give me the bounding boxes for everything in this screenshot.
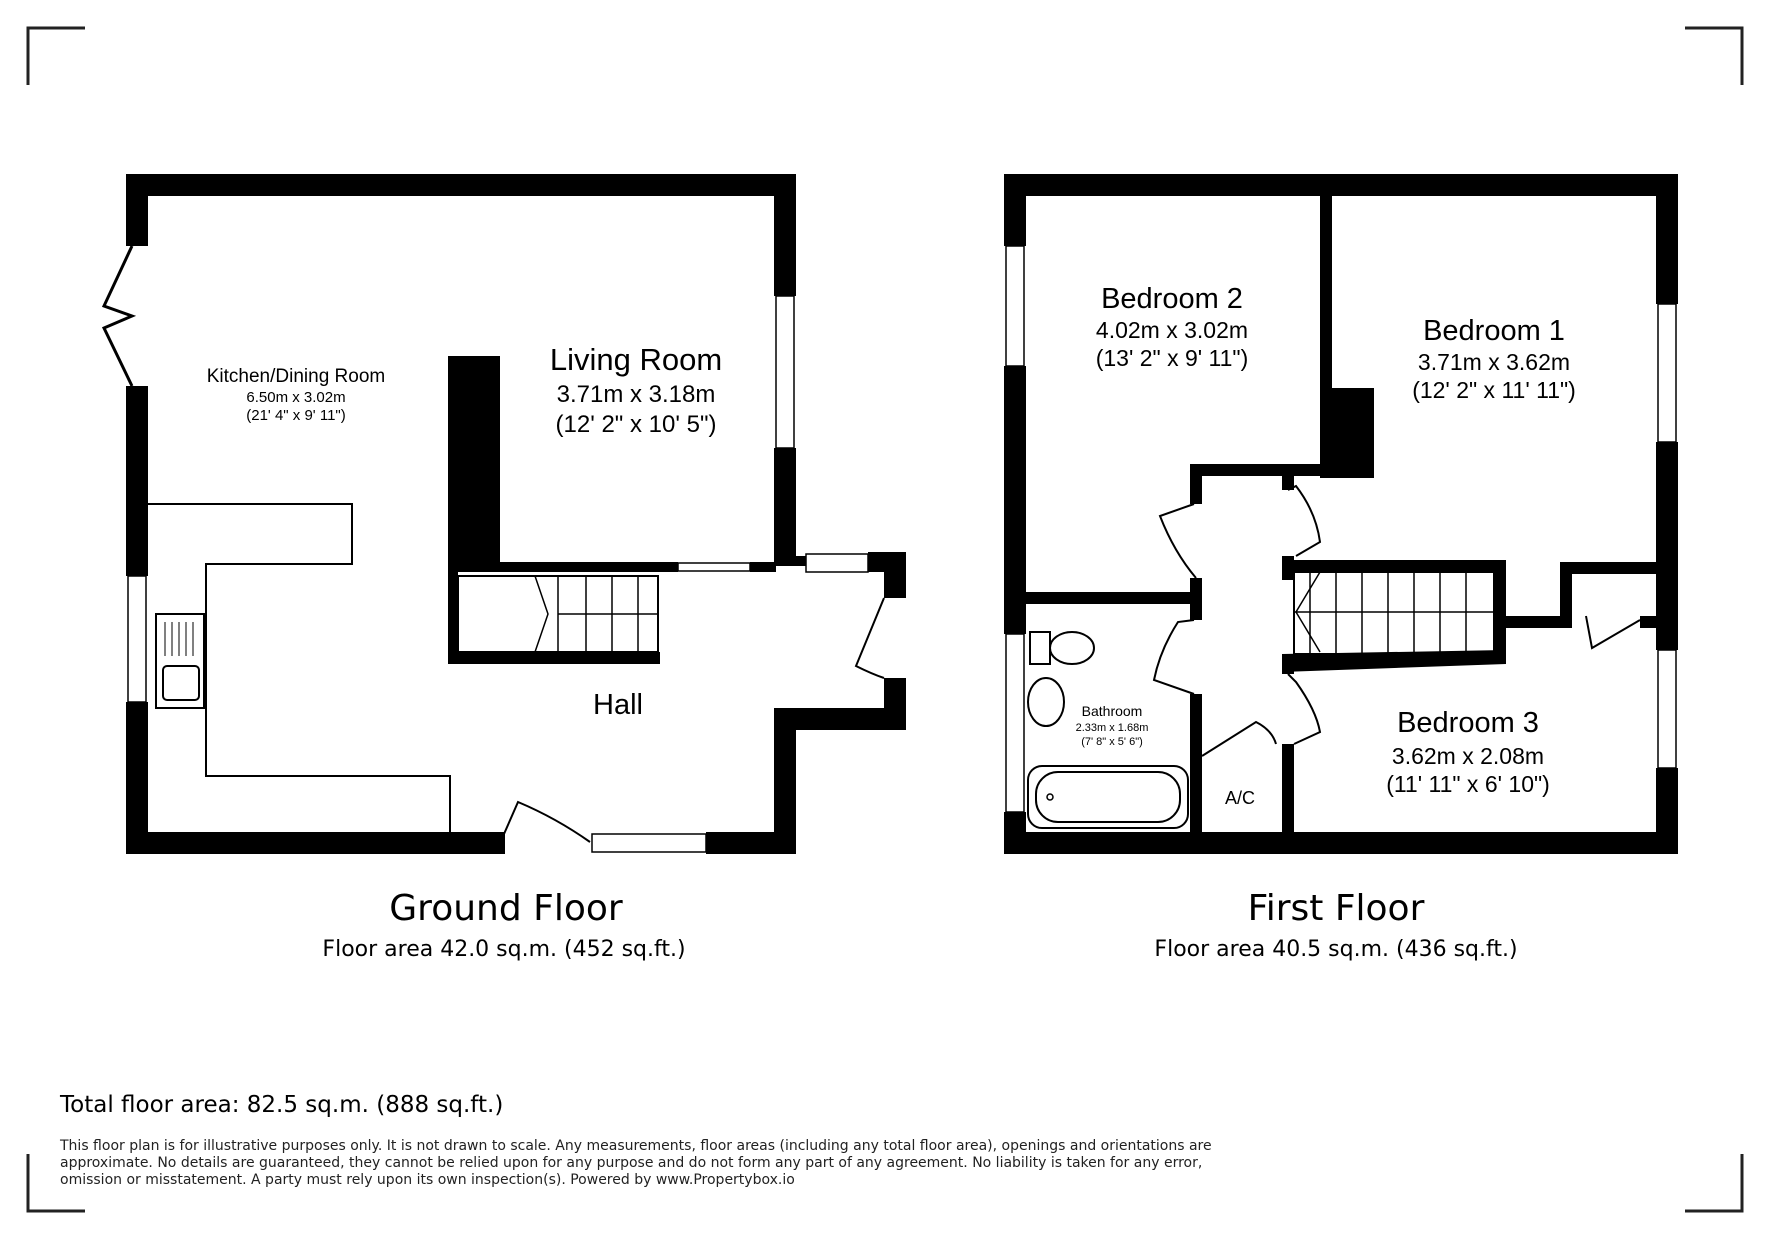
bedroom3-metric: 3.62m x 2.08m xyxy=(1391,743,1545,769)
ff-bath-drain xyxy=(1047,794,1053,800)
ff-wc-pan xyxy=(1050,632,1094,664)
ff-cupboard-link xyxy=(1500,616,1570,628)
bedroom3-name: Bedroom 3 xyxy=(1397,707,1539,739)
living-name: Living Room xyxy=(549,342,723,377)
gf-wall-bottom-left xyxy=(126,832,504,854)
disclaimer-line-3: omission or misstatement. A party must rely upon its own inspection(s). Powered by www.Propertybox.io xyxy=(60,1172,795,1188)
ff-ac-right xyxy=(1282,744,1294,854)
gf-wall-right-upper xyxy=(774,174,796,296)
gf-porch-right-upper xyxy=(884,552,906,598)
ff-ac-left xyxy=(1190,754,1202,854)
gf-window-porch xyxy=(806,554,868,572)
ff-stair-treads xyxy=(1294,572,1494,654)
gf-porch-top xyxy=(774,556,806,566)
ff-wc-cistern xyxy=(1030,632,1050,664)
bedroom2-metric: 4.02m x 3.02m xyxy=(1095,317,1249,343)
kitchen-metric: 6.50m x 3.02m xyxy=(246,389,346,406)
gf-wall-left-mid xyxy=(126,386,148,576)
gf-window-living-right xyxy=(776,296,794,448)
living-imperial: (12' 2" x 10' 5") xyxy=(555,411,717,438)
ff-cupboard-top xyxy=(1560,562,1656,574)
gf-chimney-breast xyxy=(448,356,500,566)
bathroom-name: Bathroom xyxy=(1081,703,1143,719)
gf-drainer-lines xyxy=(165,622,193,656)
ff-wall-right-upper xyxy=(1656,174,1678,304)
ff-wall-right-mid xyxy=(1656,442,1678,650)
corner-marks xyxy=(28,28,1742,1211)
first-floor-title: First Floor xyxy=(1247,888,1425,929)
ff-wall-left-upper xyxy=(1004,174,1026,246)
gf-living-divider-right xyxy=(750,562,776,572)
ff-stair-left-bottom xyxy=(1282,654,1294,674)
living-metric: 3.71m x 3.18m xyxy=(556,381,716,408)
kitchen-name: Kitchen/Dining Room xyxy=(206,366,386,387)
ff-window-bed2 xyxy=(1006,246,1024,366)
ff-landing-left-top xyxy=(1190,464,1202,504)
gf-wall-left-lower xyxy=(126,702,148,854)
gf-stair-base xyxy=(456,652,660,664)
kitchen-imperial: (21' 4" x 9' 11") xyxy=(246,407,346,424)
ff-bath-top xyxy=(1026,592,1202,604)
bedroom2-imperial: (13' 2" x 9' 11") xyxy=(1095,345,1249,371)
first-floor-area: Floor area 40.5 sq.m. (436 sq.ft.) xyxy=(1154,937,1518,962)
gf-front-door xyxy=(504,802,590,854)
footer xyxy=(59,1092,1212,1188)
ff-landing-left-lower xyxy=(1190,694,1202,756)
ff-door-cupboard xyxy=(1586,616,1640,648)
gf-window-kitchen-left xyxy=(128,576,146,702)
gf-wall-right-mid xyxy=(774,448,796,564)
ff-stair-enclosure xyxy=(1294,572,1494,654)
gf-patio-door xyxy=(104,246,132,386)
disclaimer-line-1: This floor plan is for illustrative purposes only. It is not drawn to scale. Any measurements, floor areas (including any total floor area), openings and orientations are xyxy=(60,1138,1212,1154)
ff-bath-tub xyxy=(1028,766,1188,828)
ff-window-bed1 xyxy=(1658,304,1676,442)
ac-name: A/C xyxy=(1224,788,1256,808)
bedroom2-name: Bedroom 2 xyxy=(1101,283,1243,315)
hall-name: Hall xyxy=(593,689,643,721)
ground-floor-area: Floor area 42.0 sq.m. (452 sq.ft.) xyxy=(322,937,686,962)
gf-stair-wall xyxy=(448,562,458,664)
ff-wall-left-mid xyxy=(1004,366,1026,634)
ff-cupboard-right xyxy=(1640,616,1656,628)
bedroom1-metric: 3.71m x 3.62m xyxy=(1417,349,1571,375)
ff-basin xyxy=(1028,678,1064,726)
ff-stair-top xyxy=(1282,560,1506,572)
gf-porch-bottom xyxy=(774,708,906,730)
ground-floor-plan xyxy=(104,174,906,854)
ff-window-bed3 xyxy=(1658,650,1676,768)
ff-wall-right-lower xyxy=(1656,768,1678,854)
bedroom1-name: Bedroom 1 xyxy=(1423,315,1565,347)
ff-door-bed3 xyxy=(1288,674,1320,744)
total-floor-area: Total floor area: 82.5 sq.m. (888 sq.ft.) xyxy=(60,1092,504,1118)
bathroom-imperial: (7' 8" x 5' 6") xyxy=(1081,736,1143,748)
ff-stair-right xyxy=(1494,560,1506,662)
ff-door-bed2 xyxy=(1160,504,1196,578)
bedroom1-imperial: (12' 2" x 11' 11") xyxy=(1412,377,1576,403)
ff-window-bath xyxy=(1006,634,1024,812)
gf-wall-top xyxy=(126,174,796,196)
first-floor-plan xyxy=(1004,174,1678,854)
ff-wall-bottom xyxy=(1004,832,1678,854)
disclaimer-line-2: approximate. No details are guaranteed, they cannot be relied upon for any purpose and do not form any part of any agreement. No liability is taken for any error, xyxy=(60,1155,1203,1171)
bedroom3-imperial: (11' 11" x 6' 10") xyxy=(1386,771,1550,797)
ff-wall-top xyxy=(1004,174,1678,196)
gf-porch-door xyxy=(856,598,884,678)
gf-living-divider xyxy=(448,562,678,572)
ground-floor-title: Ground Floor xyxy=(389,888,623,929)
ff-door-ac xyxy=(1202,722,1276,756)
ff-bath-tub-inner xyxy=(1036,772,1180,822)
gf-kitchen-worktop xyxy=(148,504,450,832)
ff-stair-left-top xyxy=(1282,556,1294,580)
gf-sink-bowl xyxy=(163,666,199,700)
ff-door-bed1 xyxy=(1288,486,1320,556)
gf-wall-left-upper xyxy=(126,174,148,246)
gf-window-hall-inner xyxy=(678,563,750,571)
ff-bed2-bottom xyxy=(1190,464,1332,476)
gf-window-front xyxy=(592,834,706,852)
bathroom-metric: 2.33m x 1.68m xyxy=(1075,722,1149,734)
ff-door-bathroom xyxy=(1154,620,1194,694)
gf-stair-treads xyxy=(535,576,658,652)
